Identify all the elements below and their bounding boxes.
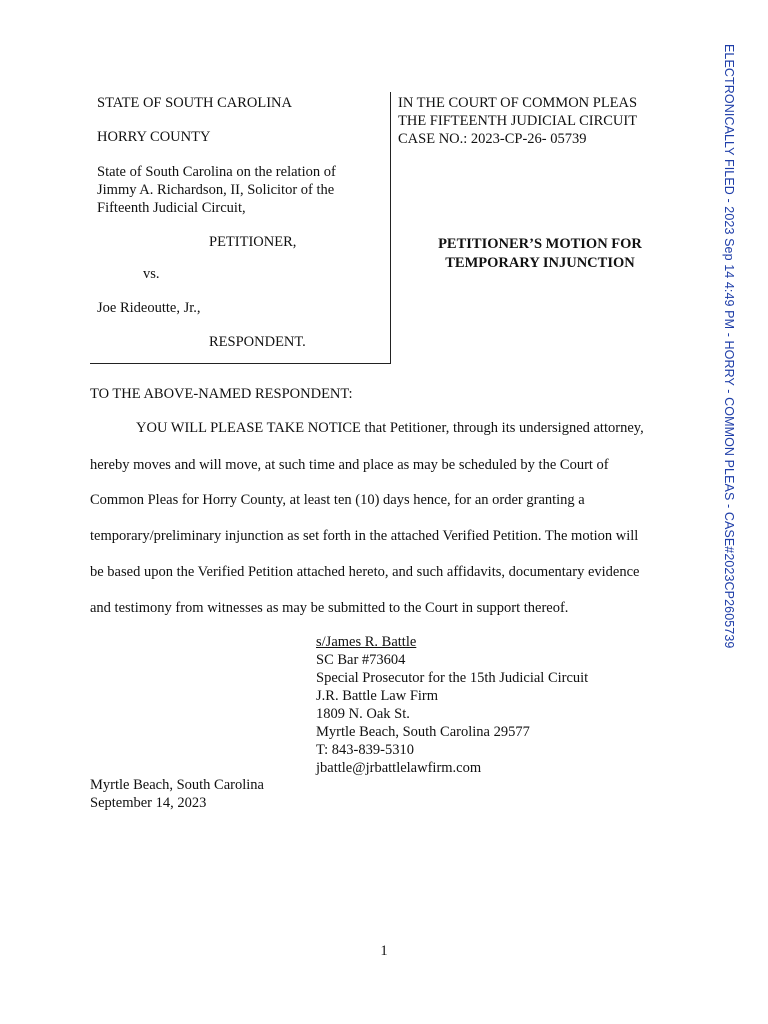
body-line: be based upon the Verified Petition attached hereto, and such affidavits, documentary evidence bbox=[90, 564, 640, 580]
street-address: 1809 N. Oak St. bbox=[316, 706, 410, 722]
motion-title-line: PETITIONER’S MOTION FOR bbox=[438, 236, 642, 252]
court-line: THE FIFTEENTH JUDICIAL CIRCUIT bbox=[398, 113, 638, 129]
signing-place: Myrtle Beach, South Carolina bbox=[90, 777, 264, 793]
email-address: jbattle@jrbattlelawfirm.com bbox=[316, 760, 482, 776]
page-number: 1 bbox=[380, 943, 388, 959]
phone-number: T: 843-839-5310 bbox=[316, 742, 414, 758]
electronic-filing-stamp: ELECTRONICALLY FILED - 2023 Sep 14 4:49 PM - HORRY - COMMON PLEAS - CASE#2023CP2605739 bbox=[722, 44, 736, 649]
respondent-name: Joe Rideoutte, Jr., bbox=[97, 300, 201, 316]
signing-date: September 14, 2023 bbox=[90, 795, 207, 811]
versus-label: vs. bbox=[143, 266, 160, 282]
state-heading: STATE OF SOUTH CAROLINA bbox=[97, 95, 292, 111]
addressee: TO THE ABOVE-NAMED RESPONDENT: bbox=[90, 386, 353, 402]
petitioner-name-line: State of South Carolina on the relation of bbox=[97, 164, 336, 180]
petitioner-label: PETITIONER, bbox=[209, 234, 297, 250]
motion-title-line: TEMPORARY INJUNCTION bbox=[445, 255, 635, 271]
body-line: YOU WILL PLEASE TAKE NOTICE that Petitioner, through its undersigned attorney, bbox=[136, 420, 644, 436]
bar-number: SC Bar #73604 bbox=[316, 652, 406, 668]
body-line: hereby moves and will move, at such time and place as may be scheduled by the Court of bbox=[90, 457, 609, 473]
petitioner-name-line: Jimmy A. Richardson, II, Solicitor of the bbox=[97, 182, 335, 198]
signature-block bbox=[316, 633, 646, 783]
signature-line: s/James R. Battle bbox=[316, 634, 417, 650]
body-line: temporary/preliminary injunction as set forth in the attached Verified Petition. The motion will bbox=[90, 528, 639, 544]
caption-horizontal-rule bbox=[90, 363, 391, 364]
city-state-zip: Myrtle Beach, South Carolina 29577 bbox=[316, 724, 530, 740]
attorney-title: Special Prosecutor for the 15th Judicial Circuit bbox=[316, 670, 589, 686]
body-line: Common Pleas for Horry County, at least ten (10) days hence, for an order granting a bbox=[90, 492, 585, 508]
caption-vertical-rule bbox=[390, 92, 391, 364]
case-number: CASE NO.: 2023-CP-26- 05739 bbox=[398, 131, 587, 147]
petitioner-name-line: Fifteenth Judicial Circuit, bbox=[97, 200, 246, 216]
court-line: IN THE COURT OF COMMON PLEAS bbox=[398, 95, 638, 111]
motion-title bbox=[400, 235, 680, 273]
firm-name: J.R. Battle Law Firm bbox=[316, 688, 439, 704]
county-heading: HORRY COUNTY bbox=[97, 129, 211, 145]
body-line: and testimony from witnesses as may be submitted to the Court in support thereof. bbox=[90, 600, 569, 616]
respondent-label: RESPONDENT. bbox=[209, 334, 306, 350]
